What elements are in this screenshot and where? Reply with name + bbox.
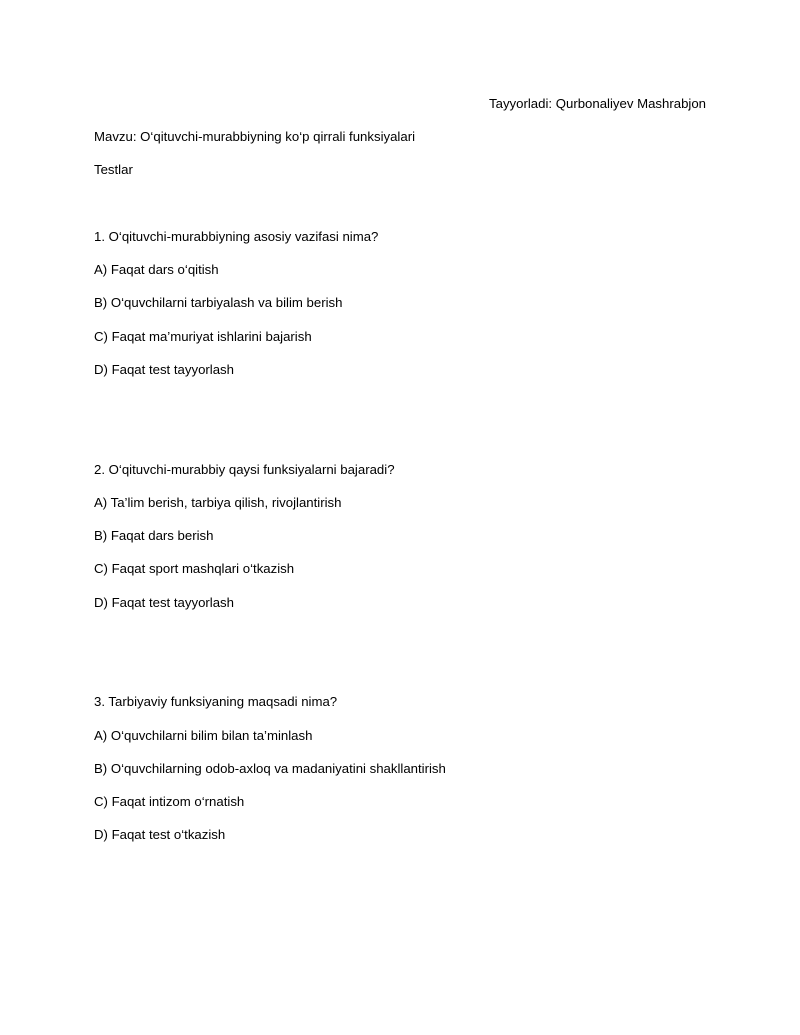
question-2-option-d: D) Faqat test tayyorlash	[94, 595, 234, 610]
author-line: Tayyorladi: Qurbonaliyev Mashrabjon	[489, 96, 706, 111]
question-1-option-a: A) Faqat dars o‘qitish	[94, 262, 219, 277]
question-3-option-c: C) Faqat intizom o‘rnatish	[94, 794, 245, 809]
question-1: 1. O‘qituvchi-murabbiyning asosiy vazifasi nima?	[94, 229, 379, 244]
section-title: Testlar	[94, 162, 133, 177]
question-1-option-d: D) Faqat test tayyorlash	[94, 362, 234, 377]
question-2-option-c: C) Faqat sport mashqlari o‘tkazish	[94, 561, 295, 576]
question-2-option-a: A) Ta’lim berish, tarbiya qilish, rivojlantirish	[94, 495, 342, 510]
topic-line: Mavzu: O‘qituvchi-murabbiyning ko‘p qirrali funksiyalari	[94, 129, 416, 144]
question-3-option-b: B) O‘quvchilarning odob-axloq va madaniyatini shakllantirish	[94, 761, 446, 776]
question-2: 2. O‘qituvchi-murabbiy qaysi funksiyalarni bajaradi?	[94, 462, 395, 477]
question-1-option-b: B) O‘quvchilarni tarbiyalash va bilim berish	[94, 295, 343, 310]
question-2-option-b: B) Faqat dars berish	[94, 528, 214, 543]
question-1-option-c: C) Faqat ma’muriyat ishlarini bajarish	[94, 329, 312, 344]
question-3-option-a: A) O‘quvchilarni bilim bilan ta’minlash	[94, 728, 313, 743]
question-3: 3. Tarbiyaviy funksiyaning maqsadi nima?	[94, 694, 338, 709]
question-3-option-d: D) Faqat test o‘tkazish	[94, 827, 226, 842]
